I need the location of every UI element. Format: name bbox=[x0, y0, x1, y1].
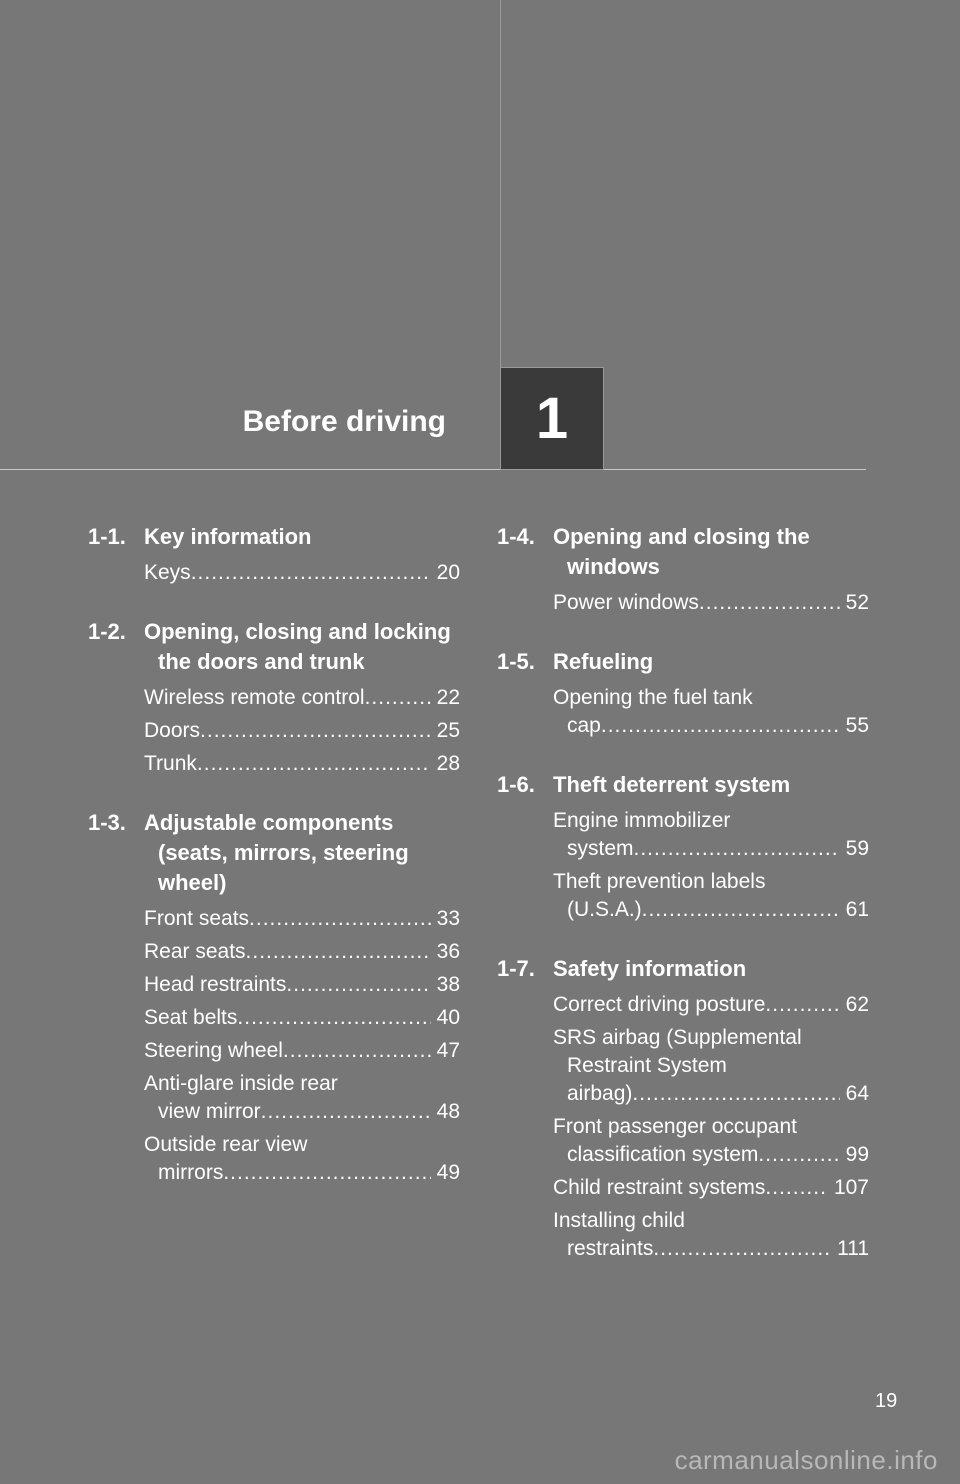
dot-leader bbox=[699, 589, 840, 617]
entry-page-number: 61 bbox=[845, 898, 869, 921]
toc-section bbox=[497, 954, 869, 1263]
toc-entry[interactable] bbox=[88, 750, 460, 778]
toc-entry[interactable] bbox=[497, 807, 869, 863]
section-number: 1-3. bbox=[88, 810, 126, 835]
toc-entry[interactable] bbox=[497, 589, 869, 617]
chapter-title: Before driving bbox=[242, 405, 446, 438]
dot-leader bbox=[261, 1098, 431, 1126]
entry-text: Outside rear view bbox=[144, 1133, 308, 1156]
entry-line bbox=[144, 559, 460, 587]
section-heading bbox=[497, 647, 869, 677]
page-number: 19 bbox=[875, 1390, 898, 1412]
entry-line bbox=[553, 1235, 869, 1263]
dot-leader bbox=[223, 1159, 430, 1187]
toc-entry[interactable] bbox=[88, 971, 460, 999]
dot-leader bbox=[653, 1235, 831, 1263]
entry-text: Seat belts bbox=[144, 1006, 238, 1029]
section-heading bbox=[497, 770, 869, 800]
entry-page-number: 62 bbox=[845, 993, 869, 1016]
entry-text: Trunk bbox=[144, 752, 197, 775]
section-title: Refueling bbox=[553, 649, 654, 674]
toc-entry[interactable] bbox=[88, 717, 460, 745]
dot-leader bbox=[246, 938, 431, 966]
toc-entry[interactable] bbox=[497, 1113, 869, 1169]
dot-leader bbox=[365, 684, 431, 712]
chapter-number-box bbox=[500, 367, 604, 470]
dot-leader bbox=[197, 750, 431, 778]
entry-line bbox=[144, 1037, 460, 1065]
entry-page-number: 64 bbox=[845, 1082, 869, 1105]
dot-leader bbox=[634, 835, 840, 863]
toc-entry[interactable] bbox=[497, 1174, 869, 1202]
section-number: 1-4. bbox=[497, 524, 535, 549]
entry-page-number: 59 bbox=[845, 837, 869, 860]
entry-line bbox=[553, 1080, 869, 1108]
entry-text: Child restraint systems bbox=[553, 1176, 766, 1199]
dot-leader bbox=[286, 971, 430, 999]
entry-page-number: 52 bbox=[845, 591, 869, 614]
entry-line bbox=[553, 991, 869, 1019]
entry-text: restraints bbox=[567, 1237, 654, 1260]
dot-leader bbox=[642, 896, 840, 924]
entry-text: (U.S.A.) bbox=[567, 898, 642, 921]
entry-page-number: 33 bbox=[436, 907, 460, 930]
entry-text: Engine immobilizer bbox=[553, 809, 731, 832]
toc-section bbox=[88, 808, 460, 1187]
section-heading bbox=[497, 522, 869, 582]
entry-line bbox=[144, 1159, 460, 1187]
entry-text: Head restraints bbox=[144, 973, 287, 996]
section-heading bbox=[88, 808, 460, 898]
toc-section bbox=[497, 522, 869, 617]
section-heading bbox=[88, 522, 460, 552]
entry-line bbox=[553, 589, 869, 617]
chapter-number: 1 bbox=[535, 386, 569, 451]
section-number: 1-1. bbox=[88, 524, 126, 549]
dot-leader bbox=[632, 1080, 839, 1108]
entry-text: Installing child bbox=[553, 1209, 685, 1232]
dot-leader bbox=[601, 712, 840, 740]
entry-line bbox=[144, 750, 460, 778]
entry-text: view mirror bbox=[158, 1100, 261, 1123]
entry-page-number: 38 bbox=[436, 973, 460, 996]
entry-text: SRS airbag (Supplemental bbox=[553, 1026, 802, 1049]
section-heading bbox=[497, 954, 869, 984]
dot-leader bbox=[283, 1037, 431, 1065]
entry-line bbox=[553, 896, 869, 924]
entry-line bbox=[553, 835, 869, 863]
dot-leader bbox=[758, 1141, 839, 1169]
entry-text: mirrors bbox=[158, 1161, 224, 1184]
toc-entry[interactable] bbox=[88, 1131, 460, 1187]
entry-line bbox=[144, 1098, 460, 1126]
toc-section bbox=[497, 770, 869, 924]
section-title: Theft deterrent system bbox=[553, 772, 791, 797]
entry-page-number: 107 bbox=[833, 1176, 869, 1199]
entry-text: cap bbox=[567, 714, 601, 737]
watermark: carmanualsonline.info bbox=[674, 1445, 938, 1475]
toc-entry[interactable] bbox=[88, 559, 460, 587]
header-rule bbox=[0, 469, 866, 470]
entry-text: Front seats bbox=[144, 907, 250, 930]
vertical-rule bbox=[500, 0, 501, 368]
toc-entry[interactable] bbox=[88, 905, 460, 933]
section-title: Safety information bbox=[553, 956, 747, 981]
toc-entry[interactable] bbox=[88, 1037, 460, 1065]
entry-text: Wireless remote control bbox=[144, 686, 365, 709]
section-title: Key information bbox=[144, 524, 312, 549]
entry-text: Opening the fuel tank bbox=[553, 686, 753, 709]
entry-line bbox=[144, 717, 460, 745]
entry-text: Doors bbox=[144, 719, 201, 742]
dot-leader bbox=[191, 559, 431, 587]
entry-page-number: 47 bbox=[436, 1039, 460, 1062]
toc-entry[interactable] bbox=[497, 868, 869, 924]
section-number: 1-7. bbox=[497, 956, 535, 981]
entry-text: airbag) bbox=[567, 1082, 633, 1105]
toc-section bbox=[88, 617, 460, 778]
entry-text: Restraint System bbox=[567, 1054, 727, 1077]
entry-page-number: 28 bbox=[436, 752, 460, 775]
dot-leader bbox=[249, 905, 431, 933]
entry-page-number: 36 bbox=[436, 940, 460, 963]
entry-page-number: 25 bbox=[436, 719, 460, 742]
section-number: 1-5. bbox=[497, 649, 535, 674]
entry-page-number: 111 bbox=[837, 1237, 869, 1260]
entry-page-number: 20 bbox=[436, 561, 460, 584]
toc-section bbox=[497, 647, 869, 740]
entry-text: Theft prevention labels bbox=[553, 870, 766, 893]
entry-text: Front passenger occupant bbox=[553, 1115, 797, 1138]
entry-text: Power windows bbox=[553, 591, 699, 614]
toc-entry[interactable] bbox=[88, 938, 460, 966]
toc-entry[interactable] bbox=[88, 684, 460, 712]
entry-text: Anti-glare inside rear bbox=[144, 1072, 338, 1095]
section-title: Opening and closing the windows bbox=[553, 524, 810, 579]
toc-entry[interactable] bbox=[88, 1070, 460, 1126]
entry-line bbox=[144, 1004, 460, 1032]
toc-section bbox=[88, 522, 460, 587]
entry-page-number: 40 bbox=[436, 1006, 460, 1029]
section-title: Opening, closing and locking the doors and trunk bbox=[144, 619, 451, 674]
entry-line bbox=[144, 938, 460, 966]
entry-text: classification system bbox=[567, 1143, 759, 1166]
entry-page-number: 49 bbox=[436, 1161, 460, 1184]
section-title: Adjustable components (seats, mirrors, steering wheel) bbox=[144, 810, 409, 895]
entry-text: Correct driving posture bbox=[553, 993, 766, 1016]
toc-left-column bbox=[88, 522, 460, 1217]
entry-text: system bbox=[567, 837, 634, 860]
toc-entry[interactable] bbox=[497, 684, 869, 740]
entry-line bbox=[553, 1141, 869, 1169]
entry-page-number: 48 bbox=[436, 1100, 460, 1123]
toc-entry[interactable] bbox=[497, 1207, 869, 1263]
entry-line bbox=[553, 712, 869, 740]
toc-entry[interactable] bbox=[497, 1024, 869, 1108]
entry-text: Keys bbox=[144, 561, 191, 584]
entry-page-number: 99 bbox=[845, 1143, 869, 1166]
entry-text: Steering wheel bbox=[144, 1039, 283, 1062]
entry-line bbox=[553, 1174, 869, 1202]
dot-leader bbox=[765, 991, 839, 1019]
entry-page-number: 22 bbox=[436, 686, 460, 709]
dot-leader bbox=[200, 717, 431, 745]
entry-text: Rear seats bbox=[144, 940, 246, 963]
dot-leader bbox=[765, 1174, 828, 1202]
section-heading bbox=[88, 617, 460, 677]
toc-entry[interactable] bbox=[497, 991, 869, 1019]
dot-leader bbox=[237, 1004, 430, 1032]
section-number: 1-6. bbox=[497, 772, 535, 797]
toc-entry[interactable] bbox=[88, 1004, 460, 1032]
entry-page-number: 55 bbox=[845, 714, 869, 737]
entry-line bbox=[144, 684, 460, 712]
entry-line bbox=[144, 905, 460, 933]
toc-right-column bbox=[497, 522, 869, 1293]
section-number: 1-2. bbox=[88, 619, 126, 644]
entry-line bbox=[144, 971, 460, 999]
